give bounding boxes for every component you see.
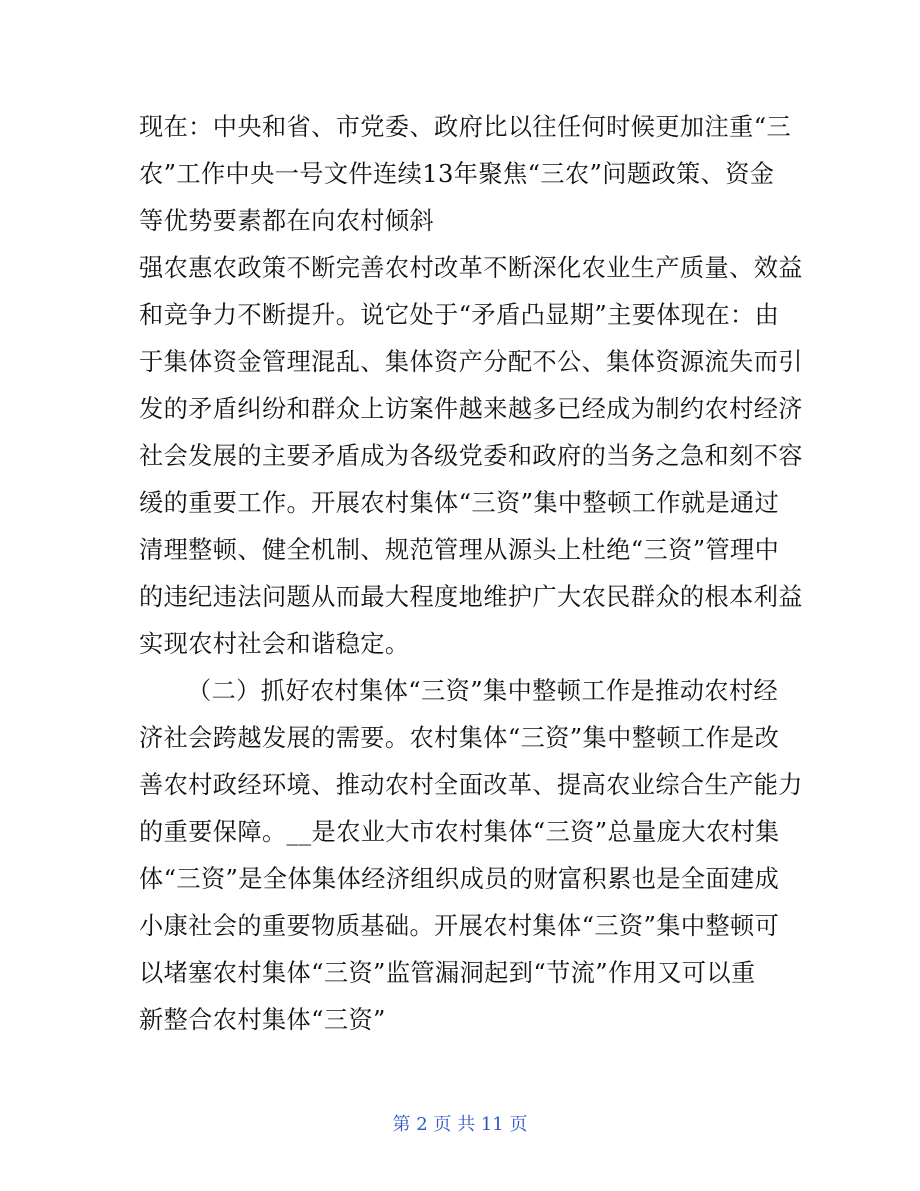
text-line: 清理整顿、健全机制、规范管理从源头上杜绝“三资”管理中 [139,536,780,564]
text-line: 发的矛盾纠纷和群众上访案件越来越多已经成为制约农村经济 [139,395,803,423]
text-line: 小康社会的重要物质基础。开展农村集体“三资”集中整顿可 [139,912,780,940]
text-line: 强农惠农政策不断完善农村改革不断深化农业生产质量、效益 [139,254,803,282]
text-line: 的重要保障。__是农业大市农村集体“三资”总量庞大农村集 [139,818,780,846]
text-line: 缓的重要工作。开展农村集体“三资”集中整顿工作就是通过 [139,489,780,517]
text-line: 和竞争力不断提升。说它处于“矛盾凸显期”主要体现在：由 [139,301,780,329]
document-body [139,104,803,1044]
text-line: 农”工作中央一号文件连续13年聚焦“三农”问题政策、资金 [139,160,775,188]
text-line: 新整合农村集体“三资” [139,1006,386,1034]
text-line: 的违纪违法问题从而最大程度地维护广大农民群众的根本利益 [139,583,803,611]
text-line: 济社会跨越发展的需要。农村集体“三资”集中整顿工作是改 [139,724,780,752]
text-line-indented: （二）抓好农村集体“三资”集中整顿工作是推动农村经 [187,677,779,705]
text-line: 体“三资”是全体集体经济组织成员的财富积累也是全面建成 [139,865,780,893]
text-line: 于集体资金管理混乱、集体资产分配不公、集体资源流失而引 [139,348,803,376]
text-line: 实现农村社会和谐稳定。 [139,630,410,658]
text-line: 社会发展的主要矛盾成为各级党委和政府的当务之急和刻不容 [139,442,803,470]
text-line: 以堵塞农村集体“三资”监管漏洞起到“节流”作用又可以重 [139,959,756,987]
page-number-footer: 第 2 页 共 11 页 [392,1114,528,1135]
text-line: 等优势要素都在向农村倾斜 [139,207,435,235]
text-line: 善农村政经环境、推动农村全面改革、提高农业综合生产能力 [139,771,803,799]
text-line: 现在：中央和省、市党委、政府比以往任何时候更加注重“三 [139,113,792,141]
